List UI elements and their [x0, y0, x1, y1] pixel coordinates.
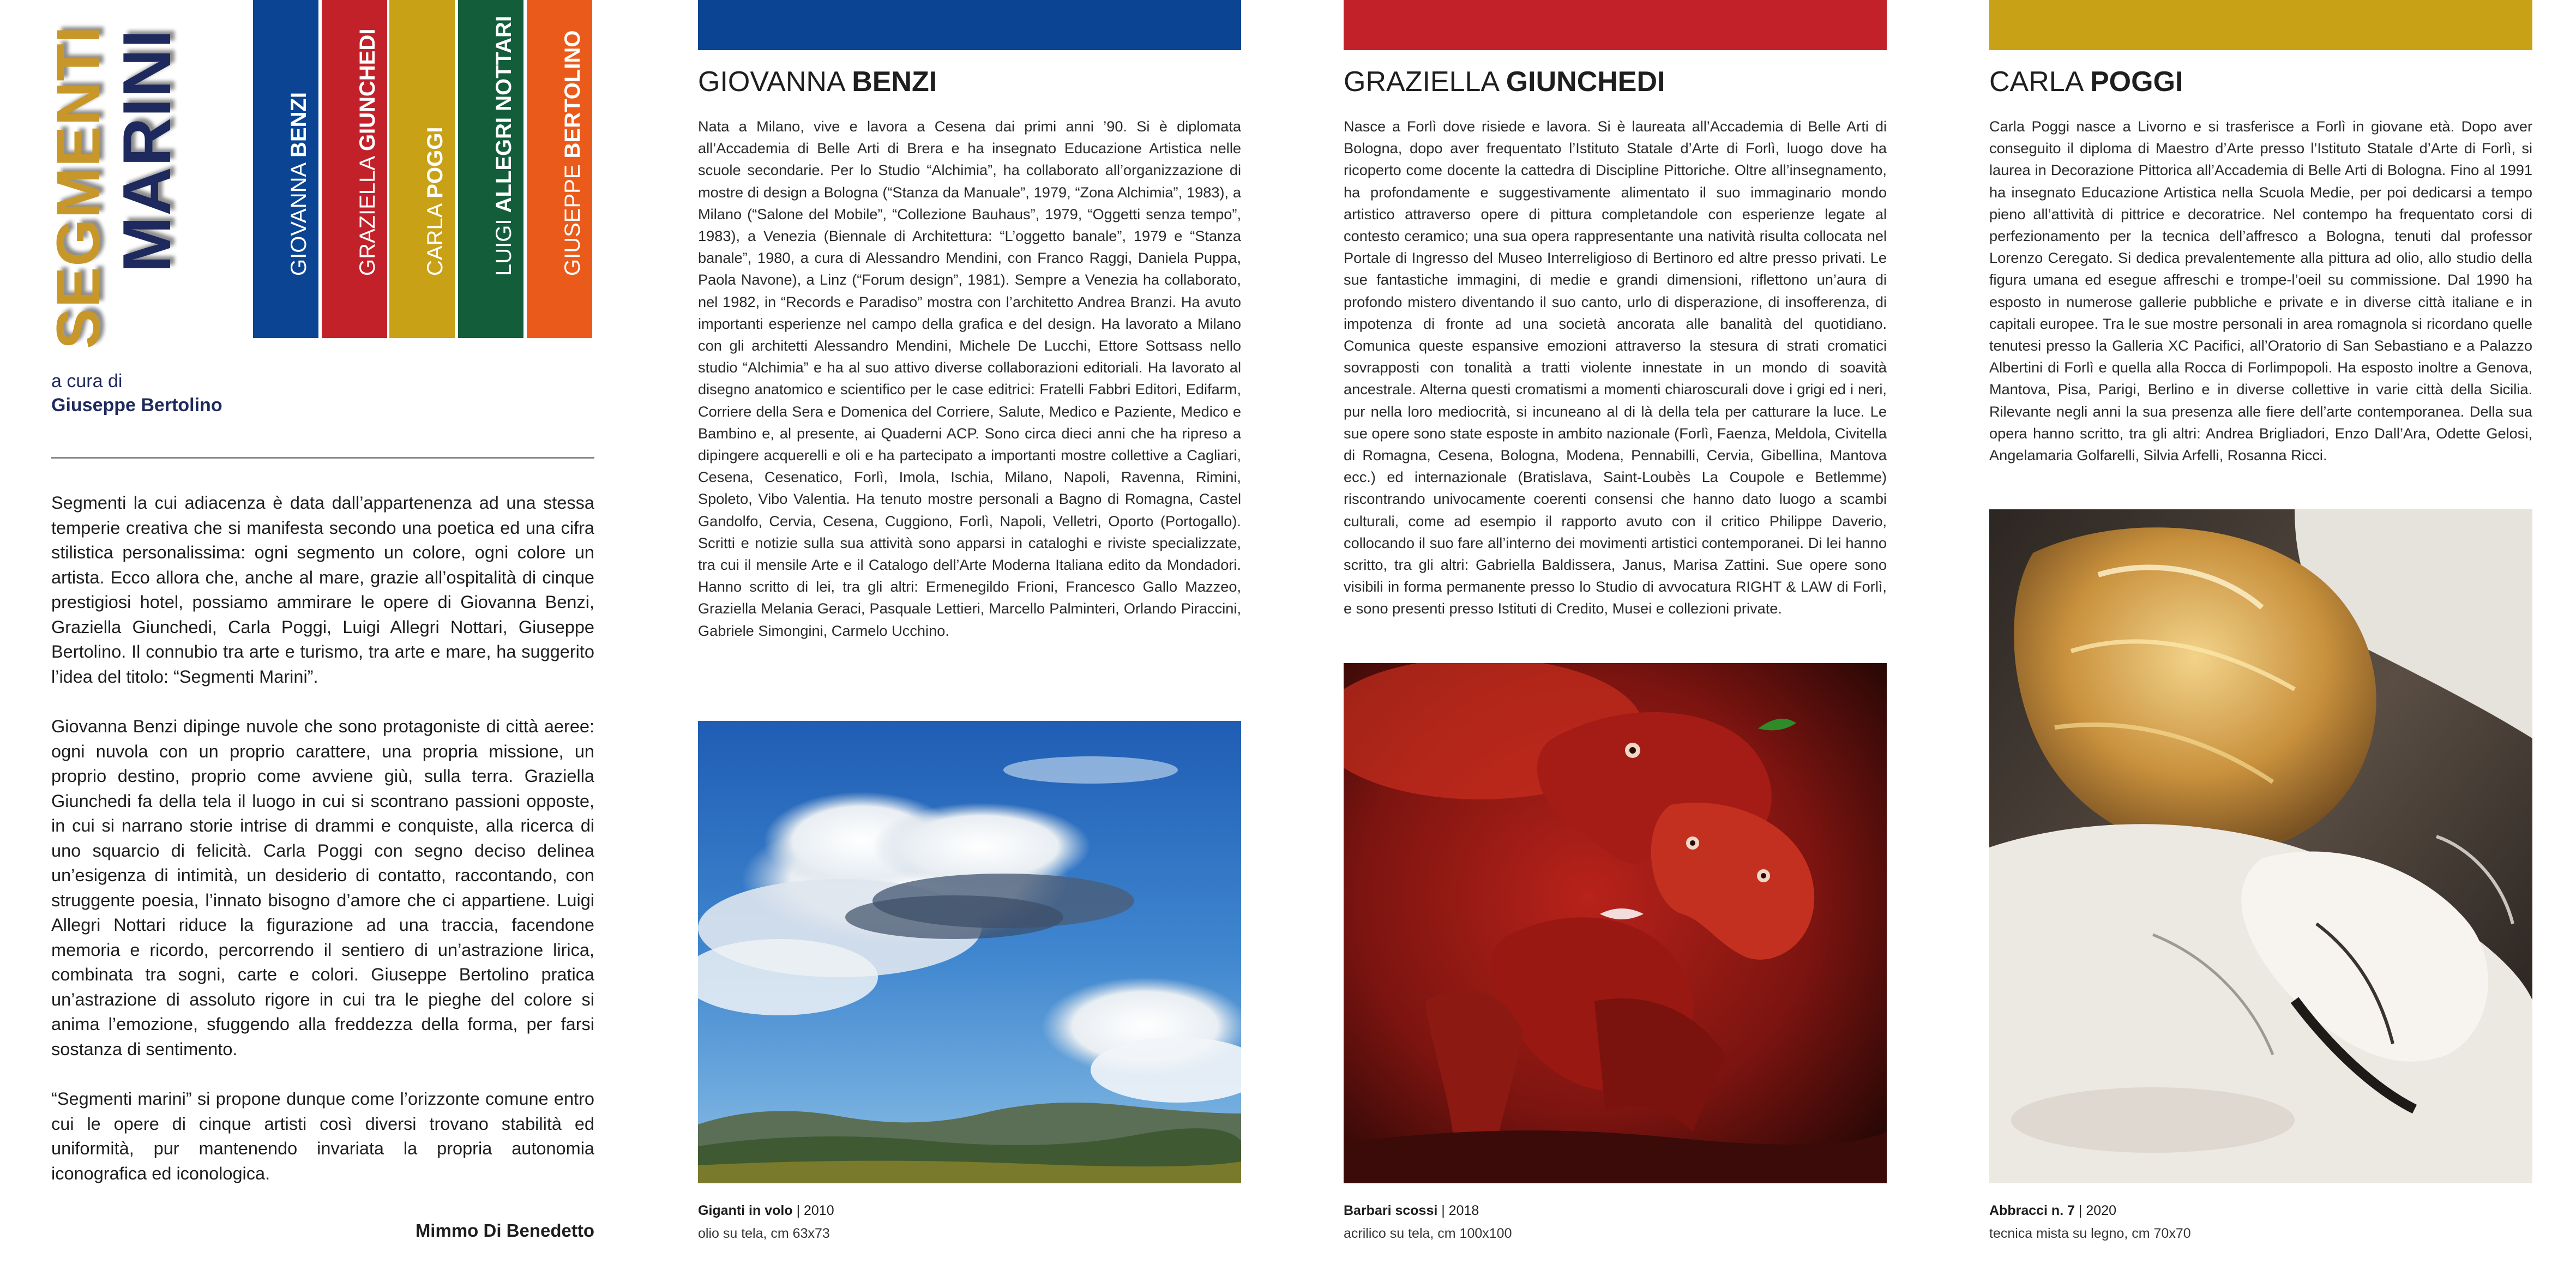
stripe-bertolino: [527, 0, 592, 338]
benzi-heading: GIOVANNA BENZI: [698, 66, 937, 98]
stripe-benzi: [253, 0, 318, 338]
poggi-color-bar: [1989, 0, 2532, 50]
benzi-color-bar: [698, 0, 1241, 50]
stripe-label-poggi: CARLA POGGI: [423, 127, 447, 276]
intro-paragraph-2: Giovanna Benzi dipinge nuvole che sono protagoniste di città aeree: ogni nuvola con un proprio carattere, una propria missione, un proprio destino, proprio come avviene giù, sulla terra. Graziella Giunchedi fa della tela il luogo in cui si scontrano passioni opposte, in cui si narrano storie intrise di drammi e conquiste, alla ricerca di uno squarcio di felicità. Carla Poggi con segno deciso delinea un’esigenza di intimità, un desiderio di contatto, raccontando, con struggente poesia, l’innato bisogno d’amore che ci appartiene. Luigi Allegri Nottari riduce la figurazione ad una traccia, facendone memoria e ricordo, percorrendo il sentiero di un’astrazione lirica, combinata tra sogni, carte e colori. Giuseppe Bertolino pratica un’astrazione di assoluto rigore in cui tra le pieghe del colore si anima l’emozione, sfuggendo alla freddezza della forma, per farsi sostanza di sentimento.: [51, 717, 594, 1059]
stripe-label-benzi: GIOVANNA BENZI: [287, 92, 311, 276]
title-segmenti: SEGMENTI: [44, 26, 112, 349]
stripe-allegri: [458, 0, 523, 338]
stripe-poggi: [389, 0, 455, 338]
divider: [51, 457, 594, 459]
curator-label: a cura di: [51, 371, 123, 392]
benzi-caption-medium: olio su tela, cm 63x73: [698, 1226, 830, 1241]
poggi-heading: CARLA POGGI: [1989, 66, 2183, 98]
intro-paragraph-3: “Segmenti marini” si propone dunque come l’orizzonte comune entro cui le opere di cinque artisti così diversi trovano stabilità ed uniformità, pur mantenendo invariata la propria autonomia iconografica ed iconologica.: [51, 1089, 594, 1183]
giunchedi-caption-medium: acrilico su tela, cm 100x100: [1344, 1226, 1512, 1241]
benzi-bio: Nata a Milano, vive e lavora a Cesena dai primi anni ’90. Si è diplomata all’Accademia di Belle Arti di Brera e ha insegnato Educazione Artistica nelle scuole secondarie. Per lo Studio “Alchimia”, ha collaborato all’organizzazione di mostre di design a Bologna (“Stanza da Manuale”, 1979, “Zona Alchimia”, 1983), a Milano (“Salone del Mobile”, “Collezione Bauhaus”, 1979, “Oggetti senza tempo”, 1983), a Venezia (Biennale di Architettura: “L’oggetto banale”, 1979 e “Stanza banale”, 1980, a cura di Alessandro Mendini, con Franco Raggi, Daniela Puppa, Paola Navone), a Linz (“Forum design”, 1981). Sempre a Venezia ha collaborato, nel 1982, in “Records e Paradiso” mostra con l’architetto Andrea Branzi. Ha avuto importanti esperienze nel campo della grafica e del design. Ha lavorato a Milano con gli architetti Alessandro Mendini, Michele De Lucchi, Ettore Sottsass nello studio “Alchimia” e ha al suo attivo diverse collaborazioni editoriali. Ha lavorato al disegno anatomico e scientifico per le case editrici: Fratelli Fabbri Editori, Edifarm, Corriere della Sera e Domenica del Corriere, Salute, Medico e Paziente, Medico e Bambino e, al presente, ai Quaderni ACP. Sono circa dieci anni che ha ripreso a dipingere acquerelli e oli e ha partecipato a importanti mostre collettive a Cagliari, Cesena, Cesenatico, Forlì, Imola, Ischia, Milano, Napoli, Ravenna, Rimini, Spoleto, Vibo Valentia. Ha tenuto mostre personali a Bagno di Romagna, Castel Gandolfo, Cervia, Cesena, Cuggiono, Forlì, Napoli, Velletri, Oporto (Portogallo). Scritti e notizie sulla sua attività sono apparsi in cataloghi e riviste specializzate, tra cui il mensile Arte e il Catalogo dell’Arte Moderna Italiana edito da Mondadori. Hanno scritto di lei, tra gli altri: Ermenegildo Frioni, Francesco Gallo Mazzeo, Graziella Melania Geraci, Pasquale Lettieri, Marcello Palminteri, Orlando Piraccini, Gabriele Simongini, Carmelo Ucchino.: [698, 118, 1241, 639]
poggi-bio: Carla Poggi nasce a Livorno e si trasferisce a Forlì in giovane età. Dopo aver conseguito il diploma di Maestro d’Arte presso l’Istituto Statale d’Arte di Forlì, si laurea in Decorazione Pittorica all’Accademia di Belle Arti di Bologna. Fino al 1991 ha insegnato Educazione Artistica nella Scuola Medie, per poi dedicarsi a tempo pieno all’attività di pittrice e decoratrice. Nel contempo ha frequentato corsi di perfezionamento per la tecnica dell’affresco a Bologna, tenuti dal professor Lorenzo Ceregato. Si dedica prevalentemente alla pittura ad olio, allo studio della figura umana ed esegue affreschi e trompe-l’oeil su commissione. Dal 1990 ha esposto in numerose gallerie pubbliche e private e in diverse città italiane e in capitali europee. Tra le sue mostre personali in area romagnola si ricordano quelle tenutesi presso la Galleria XC Pacifici, all’Oratorio di San Sebastiano e a Palazzo Albertini di Forlì e quella alla Rocca di Forlimpopoli. Ha esposto inoltre a Genova, Mantova, Pisa, Parigi, Berlino e in diverse collettive in varie città della Sicilia. Rilevante negli anni la sua presenza alle fiere dell’arte contemporanea. Della sua opera hanno scritto, tra gli altri: Andrea Brigliadori, Enzo Dall’Ara, Odette Gelosi, Angelamaria Golfarelli, Silvia Arfelli, Rosanna Ricci.: [1989, 118, 2532, 464]
giunchedi-caption-title: Barbari scossi | 2018: [1344, 1203, 1479, 1218]
giunchedi-artwork: [1344, 663, 1887, 1183]
title-marini: MARINI: [110, 29, 185, 273]
benzi-caption-title: Giganti in volo | 2010: [698, 1203, 834, 1218]
author-signature: Mimmo Di Benedetto: [415, 1220, 594, 1241]
curator-name: Giuseppe Bertolino: [51, 395, 222, 416]
giunchedi-color-bar: [1344, 0, 1887, 50]
stripe-label-giunchedi: GRAZIELLA GIUNCHEDI: [356, 28, 380, 276]
giunchedi-heading: GRAZIELLA GIUNCHEDI: [1344, 66, 1665, 98]
stripe-label-allegri: LUIGI ALLEGRI NOTTARI: [492, 15, 516, 276]
stripe-giunchedi: [322, 0, 387, 338]
poggi-caption-title: Abbracci n. 7 | 2020: [1989, 1203, 2117, 1218]
giunchedi-bio: Nasce a Forlì dove risiede e lavora. Si è laureata all’Accademia di Belle Arti di Bologna, dopo aver frequentato l’Istituto Statale d’Arte di Forlì, luogo dove ha ricoperto come docente la cattedra di Discipline Pittoriche. Oltre all’insegnamento, ha profondamente e suggestivamente alimentato il suo immaginario mondo artistico attraverso opere di pittura completandole con esperienze legate al contesto ceramico; una sua opera rappresentante una natività risulta collocata nel Portale di Ingresso del Museo Interreligioso di Bertinoro ed altre presso privati. Le sue fantastiche immagini, di medie e grandi dimensioni, riflettono un’aura di profondo mistero diventando il suo canto, urlo di disperazione, di insofferenza, di impotenza di fronte ad una società ancorata alle banalità del quotidiano. Comunica queste espansive emozioni attraverso la stesura di strati cromatici sovrapposti con tonalità a tratti violente innestate in un mondo di soavità ancestrale. Alterna questi cromatismi a momenti chiaroscurali dove i grigi ed i neri, pur nella loro mediocrità, si incuneano al di là della tela per catturare la luce. Le sue opere sono state esposte in ambito nazionale (Forlì, Faenza, Meldola, Civitella di Romagna, Cesena, Bologna, Modena, Pennabilli, Cervia, Gibellina, Mantova ecc.) ed internazionale (Bratislava, Saint-Loubès La Coupole e Betlemme) riscontrando univocamente coerenti consensi che hanno dato luogo a scambi culturali, come ad esempio il rapporto avuto con il critico Philippe Daverio, collocando il suo fare all’interno dei movimenti artistici contemporanei. Di lei hanno scritto, tra gli altri: Gabriella Baldissera, Janus, Marisa Zattini. Sue opere sono visibili in forma permanente presso lo Studio di avvocatura RIGHT & LAW di Forlì, e sono presenti presso Istituti di Credito, Musei e collezioni private.: [1344, 118, 1887, 617]
poggi-caption-medium: tecnica mista su legno, cm 70x70: [1989, 1226, 2191, 1241]
benzi-artwork: [698, 721, 1241, 1183]
poggi-artwork: [1989, 509, 2532, 1183]
intro-paragraph-1: Segmenti la cui adiacenza è data dall’appartenenza ad una stessa temperie creativa che si manifesta secondo una poetica ed una cifra stilistica personalissima: ogni segmento un colore, ogni colore un artista. Ecco allora che, anche al mare, grazie all’ospitalità di cinque prestigiosi hotel, possiamo ammirare le opere di Giovanna Benzi, Graziella Giunchedi, Carla Poggi, Luigi Allegri Nottari, Giuseppe Bertolino. Il connubio tra arte e turismo, tra arte e mare, ha suggerito l’idea del titolo: “Segmenti Marini”.: [51, 493, 594, 687]
intro-text: [51, 491, 594, 1211]
stripe-label-bertolino: GIUSEPPE BERTOLINO: [561, 30, 585, 276]
